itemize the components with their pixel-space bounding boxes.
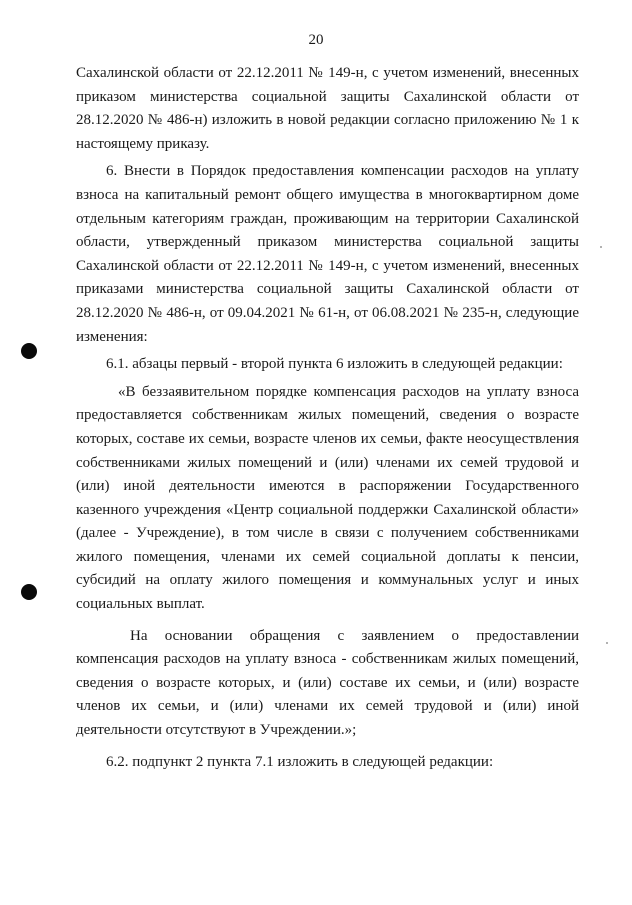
punch-hole-top: [21, 343, 37, 359]
paragraph-quoted-1: «В беззаявительном порядке компенсация расходов на уплату взноса предоставляется собственникам жилых помещений, сведения о возрасте которых, составе их семьи, возрасте членов их семьи, факте неосуществления собственниками жилых помещений и (или) членами их семей трудовой и (или) иной деятельности имеются в распоряжении Государственного казенного учреждения «Центр социальной поддержки Сахалинской области» (далее - Учреждение), в том числе в связи с получением собственниками жилого помещения, членами их семей социальной доплаты к пенсии, субсидий на оплату жилого помещения и коммунальных услуг и иных социальных выплат.: [76, 383, 579, 613]
scan-speck: [600, 246, 602, 248]
paragraph-item-6: 6. Внести в Порядок предоставления компенсации расходов на уплату взноса на капитальный ремонт общего имущества в многоквартирном доме отдельным категориям граждан, проживающим на территории Сахалинской области, утвержденный приказом министерства социальной защиты Сахалинской области от 22.12.2011 № 149-н, с учетом изменений, внесенных приказами министерства социальной защиты Сахалинской области от 28.12.2020 № 486-н, от 09.04.2021 № 61-н, от 06.08.2021 № 235-н, следующие изменения:: [76, 163, 579, 345]
page-number: 20: [308, 32, 324, 48]
paragraph-quoted-2: На основании обращения с заявлением о предоставлении компенсация расходов на уплату взноса - собственникам жилых помещений, сведения о возрасте которых, и (или) составе их семьи, и (или) возрасте членов их семьи, и (или) членами их семей трудовой и (или) иной деятельности отсутствуют в Учреждении.»;: [76, 627, 579, 739]
paragraph-item-6-2: 6.2. подпункт 2 пункта 7.1 изложить в следующей редакции:: [106, 753, 494, 770]
paragraph-continuation: Сахалинской области от 22.12.2011 № 149-н, с учетом изменений, внесенных приказом министерства социальной защиты Сахалинской области от 28.12.2020 № 486-н) изложить в новой редакции согласно приложению № 1 к настоящему приказу.: [76, 65, 579, 152]
paragraph-item-6-1: 6.1. абзацы первый - второй пункта 6 изложить в следующей редакции:: [106, 356, 563, 373]
punch-hole-bottom: [21, 584, 37, 600]
document-body: [76, 62, 579, 774]
scan-speck: [606, 642, 608, 644]
